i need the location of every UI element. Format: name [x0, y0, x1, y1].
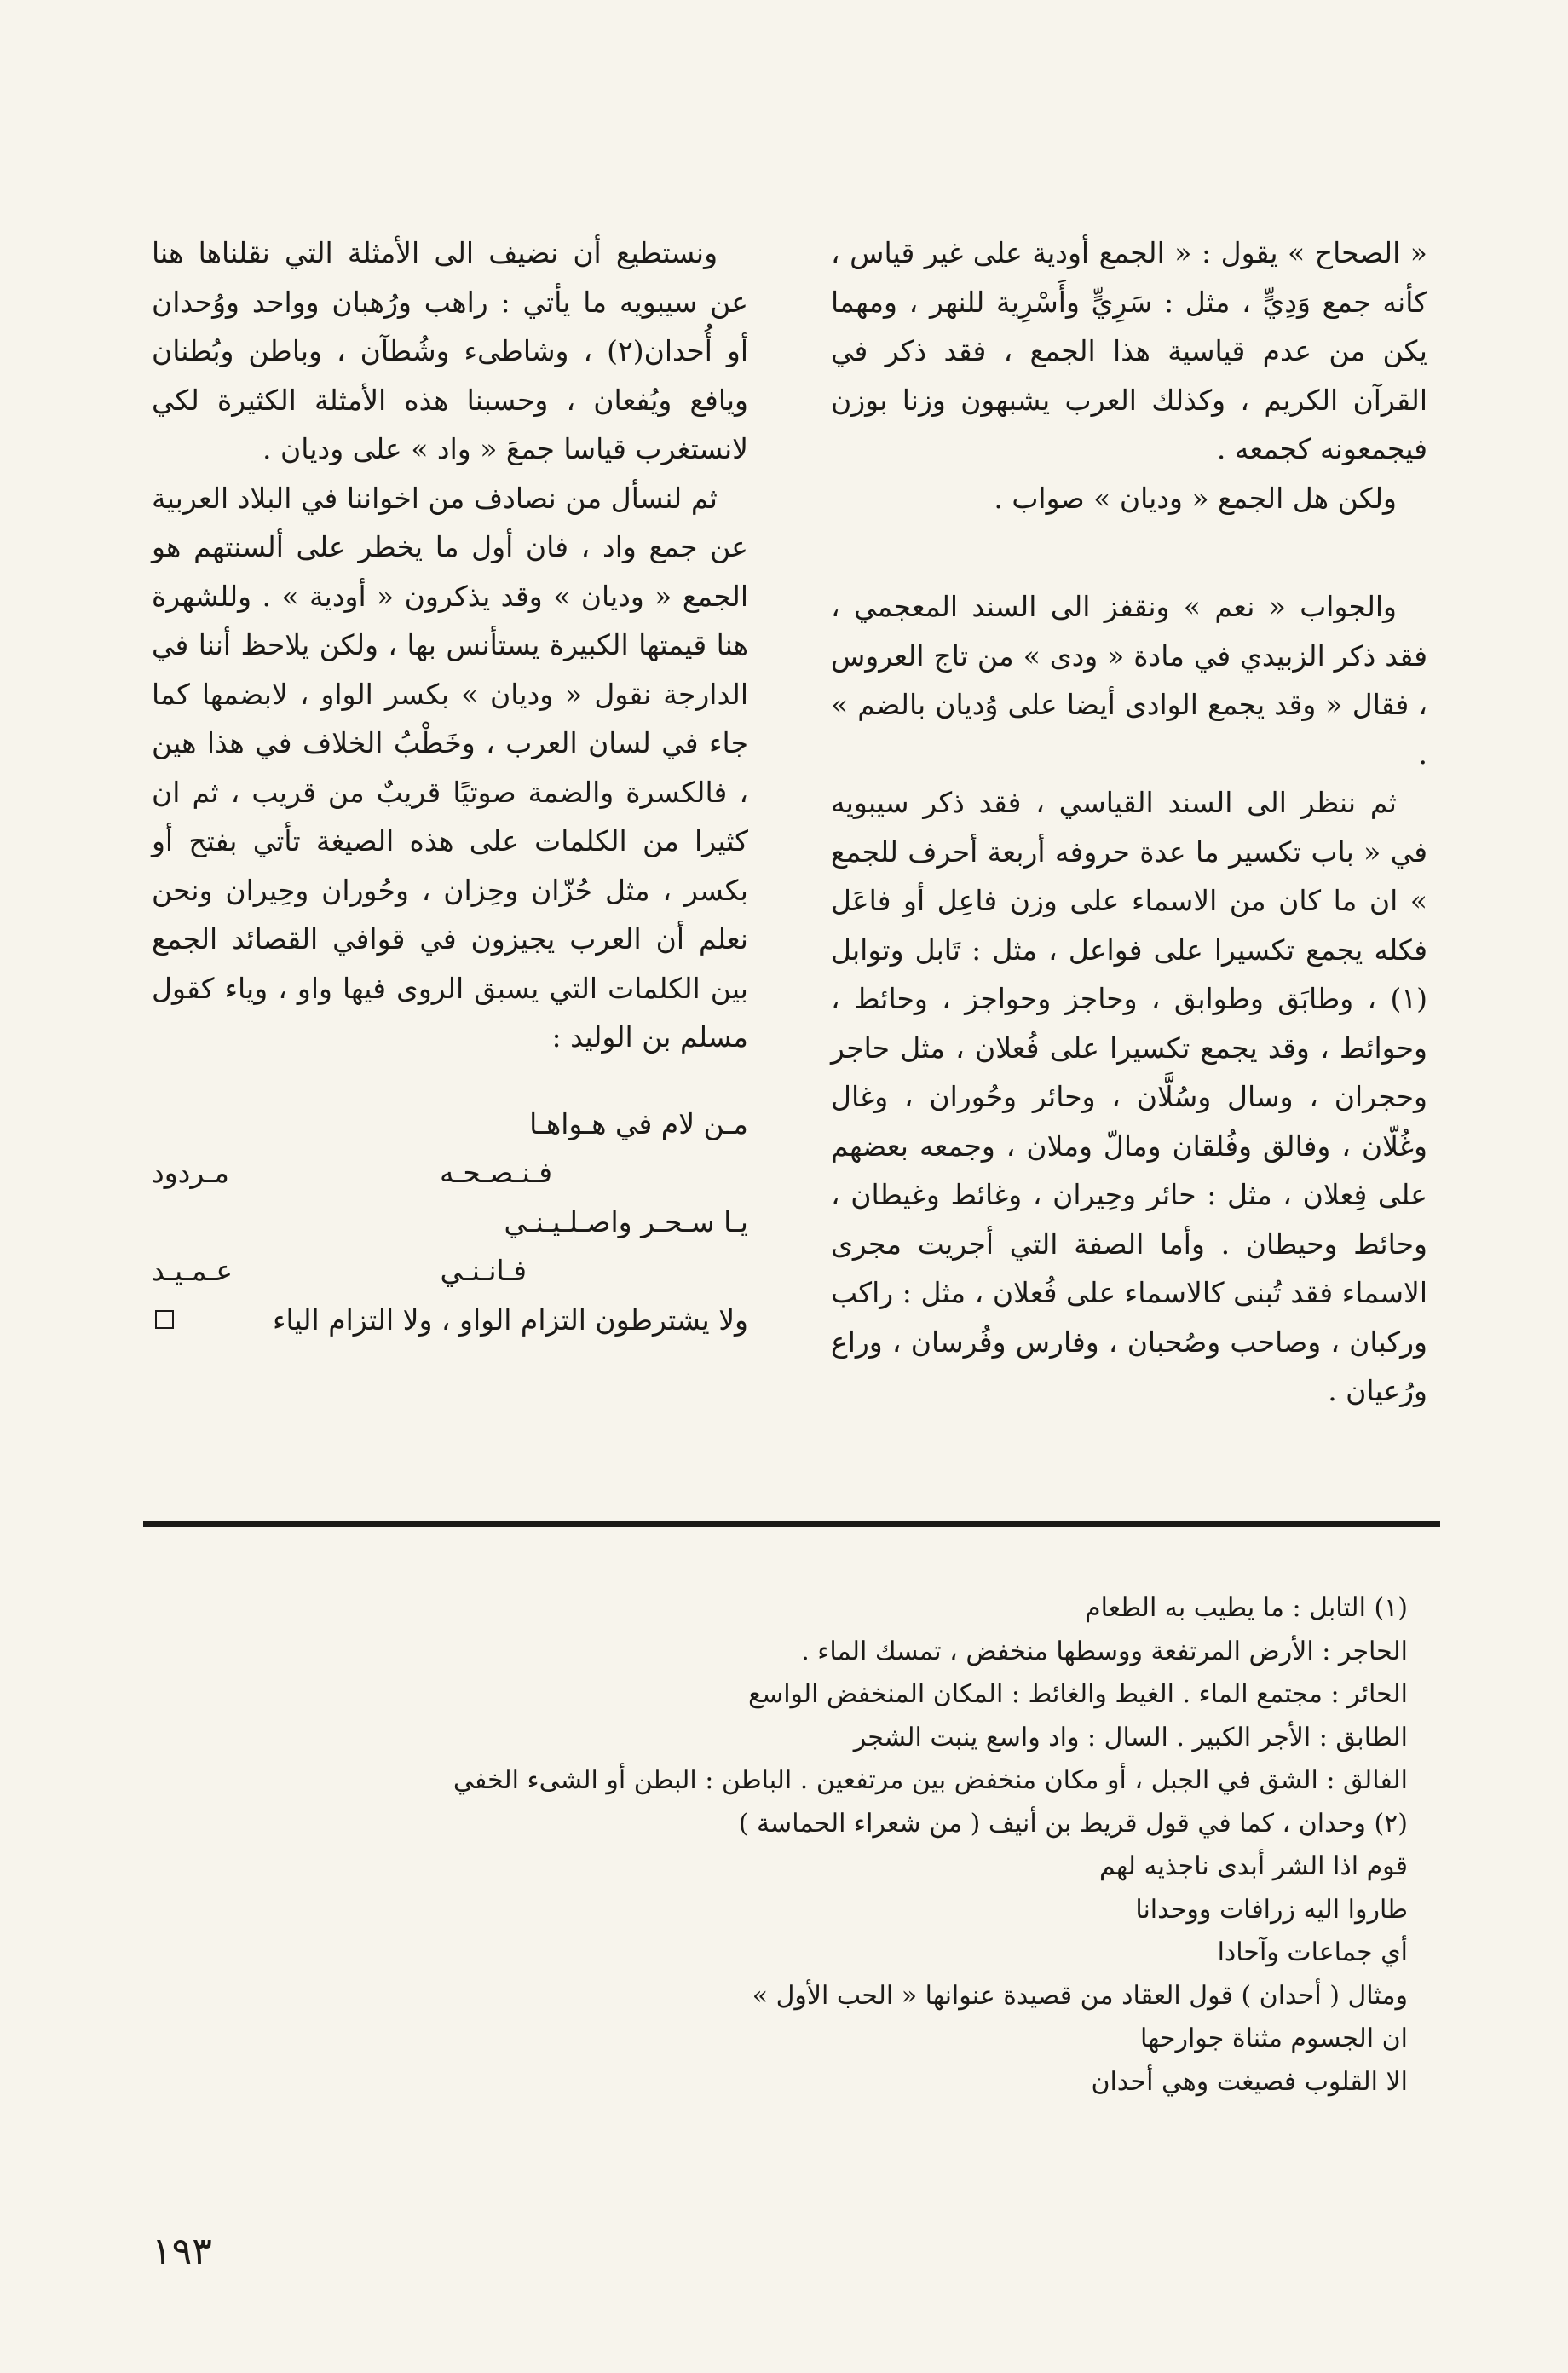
verse-hemistich: فـانـنـي	[440, 1254, 527, 1287]
footnote-poem-line: ان الجسوم مثناة جوارحها	[1139, 2024, 1408, 2053]
paragraph: ولكن هل الجمع « وديان » صواب .	[994, 481, 1397, 515]
verse-word: مـردود	[152, 1156, 229, 1189]
footnote-line: (٢) وحدان ، كما في قول قريط بن أنيف ( من شعراء الحماسة )	[738, 1808, 1408, 1839]
verse-hemistich: فـنـصـحـه	[439, 1156, 552, 1189]
footnote-separator-rule	[143, 1521, 1440, 1527]
closing-text: ولا يشترطون التزام الواو ، ولا التزام الياء	[272, 1302, 748, 1337]
footnote-line: (١) التابل : ما يطيب به الطعام	[1085, 1593, 1408, 1623]
page-number: ١٩٣	[152, 2230, 212, 2273]
right-column	[831, 228, 1427, 1416]
footnote-line: الحائر : مجتمع الماء . الغيط والغائط : المكان المنخفض الواسع	[748, 1679, 1408, 1709]
footnote-line: ومثال ( أحدان ) قول العقاد من قصيدة عنوانها « الحب الأول »	[752, 1980, 1408, 2011]
footnote-poem-line: قوم اذا الشر أبدى ناجذيه لهم	[1099, 1851, 1408, 1881]
footnote-line: الفالق : الشق في الجبل ، أو مكان منخفض بين مرتفعين . الباطن : البطن أو الشىء الخفي	[453, 1765, 1408, 1795]
paragraph: « الصحاح » يقول : « الجمع أودية على غير قياس ، كأنه جمع وَدِيٍّ ، مثل : سَرِيٍّ وأَسْرِية للنهر ، ومهما يكن من عدم قياسية هذا الجمع ، فقد ذكر في القرآن الكريم ، وكذلك العرب يشبهون وزنا بوزن فيجمعونه كجمعه .	[831, 236, 1427, 465]
poem-verse	[152, 1100, 748, 1296]
footnotes	[130, 1587, 1408, 2104]
verse-line	[152, 1100, 748, 1149]
paragraph: والجواب « نعم » ونقفز الى السند المعجمي ، فقد ذكر الزبيدي في مادة « ودى » من تاج العروس ، فقال « وقد يجمع الوادى أيضا على وُديان بالضم » .	[831, 590, 1427, 771]
verse-line	[152, 1148, 748, 1198]
footnote-line: الطابق : الأجر الكبير . السال : واد واسع ينبت الشجر	[853, 1722, 1408, 1752]
verse-line	[152, 1198, 748, 1247]
footnote-poem-line: طاروا اليه زرافات ووحدانا	[1135, 1894, 1408, 1925]
verse-word: عـمـيـد	[152, 1254, 233, 1287]
paragraph-gap	[831, 523, 1427, 582]
closing-line	[152, 1296, 748, 1345]
verse-hemistich: يـا سـحـر واصـلـيـنـي	[504, 1204, 748, 1238]
footnote-line: أي جماعات وآحادا	[1217, 1937, 1408, 1967]
paragraph: ثم ننظر الى السند القياسي ، فقد ذكر سيبويه في « باب تكسير ما عدة حروفه أربعة أحرف للجمع » ان ما كان من الاسماء على وزن فاعِل أو فاعَل فكله يجمع تكسيرا على فواعل ، مثل : تَابل وتوابل (١) ، وطابَق وطوابق ، وحاجز وحواجز ، وحائط ، وحوائط ، وقد يجمع تكسيرا على فُعلان ، مثل حاجر وحجران ، وسال وسُلَّان ، وحائر وحُوران ، وغال وغُلّان ، وفالق وفُلقان ومالّ وملان ، وجمعه بعضهم على فِعلان ، مثل : حائر وحِيران ، وغائط وغيطان ، وحائط وحيطان . وأما الصفة التي أجريت مجرى الاسماء فقد تُبنى كالاسماء على فُعلان ، مثل : راكب وركبان ، وصاحب وصُحبان ، وفارس وفُرسان ، وراع ورُعيان .	[831, 786, 1427, 1407]
footnote-poem-line: الا القلوب فصيغت وهي أحدان	[1091, 2066, 1408, 2097]
end-of-article-square-icon	[155, 1310, 174, 1329]
paragraph: ونستطيع أن نضيف الى الأمثلة التي نقلناها هنا عن سيبويه ما يأتي : راهب ورُهبان وواحد ووُحدان أو أُحدان(٢) ، وشاطىء وشُطآن ، وباطن وبُطنان ويافع ويُفعان ، وحسبنا هذه الأمثلة الكثيرة لكي لانستغرب قياسا جمعَ « واد » على وديان .	[152, 236, 748, 465]
verse-hemistich: مـن لام في هـواهـا	[529, 1106, 748, 1140]
footnote-line: الحاجر : الأرض المرتفعة ووسطها منخفض ، تمسك الماء .	[801, 1636, 1408, 1666]
paragraph: ثم لنسأل من نصادف من اخواننا في البلاد العربية عن جمع واد ، فان أول ما يخطر على ألسنتهم هو الجمع « وديان » وقد يذكرون « أودية » . وللشهرة هنا قيمتها الكبيرة يستأنس بها ، ولكن يلاحظ أننا في الدارجة نقول « وديان » بكسر الواو ، لابضمها كما جاء في لسان العرب ، وخَطْبُ الخلاف في هذا هين ، فالكسرة والضمة صوتيًا قريبٌ من قريب ، ثم ان كثيرا من الكلمات على هذه الصيغة تأتي بفتح أو بكسر ، مثل حُزّان وحِزان ، وحُوران وحِيران ونحن نعلم أن العرب يجيزون في قوافي القصائد الجمع بين الكلمات التي يسبق الروى فيها واو ، وياء كقول مسلم بن الوليد :	[152, 481, 748, 1054]
verse-line	[152, 1246, 748, 1296]
left-column	[152, 228, 748, 1344]
